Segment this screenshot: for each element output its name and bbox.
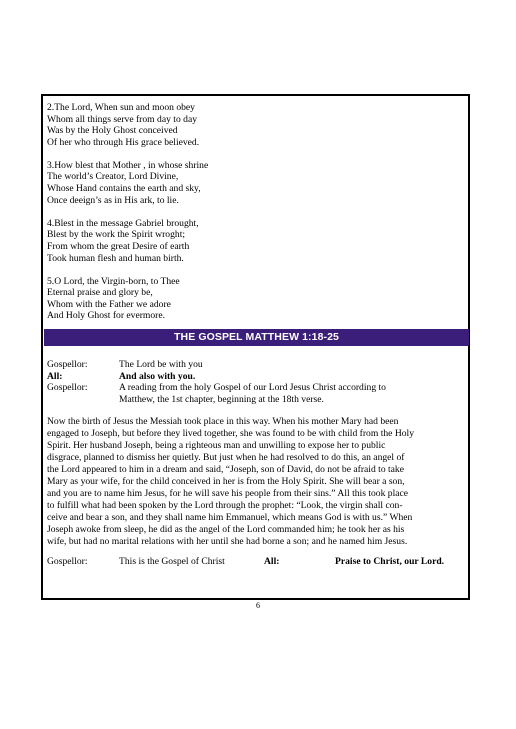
gospel-heading: THE GOSPEL MATTHEW 1:18-25 <box>44 329 469 346</box>
hymn-line: Whom with the Father we adore <box>47 298 171 310</box>
dialogue-text <box>119 382 467 405</box>
dialogue-text-line: Matthew, the 1st chapter, beginning at the 18th verse. <box>119 393 324 405</box>
reading-line: and you are to name him Jesus, for he will save his people from their sins.” All this took place <box>47 487 409 499</box>
gospel-dialogue <box>47 359 467 405</box>
reading-line: to fulfill what had been spoken by the Lord through the prophet: “Look, the virgin shall con- <box>47 499 403 511</box>
hymn-line: Was by the Holy Ghost conceived <box>47 125 178 137</box>
closing-response-text: Praise to Christ, our Lord. <box>335 556 445 567</box>
hymn-line: 3.How blest that Mother , in whose shrine <box>47 159 209 171</box>
page-frame <box>41 94 470 600</box>
closing-text: This is the Gospel of Christ <box>119 556 225 567</box>
hymn-line: Eternal praise and glory be, <box>47 287 153 299</box>
hymn-stanza <box>47 276 467 322</box>
closing-speaker: Gospellor: <box>47 556 88 567</box>
hymn-line: From whom the great Desire of earth <box>47 240 190 252</box>
hymn-line: The world’s Creator, Lord Divine, <box>47 171 179 183</box>
hymn-line: Of her who through His grace believed. <box>47 136 200 148</box>
reading-line: ceive and bear a son, and they shall name him Emmanuel, which means God is with us.” When <box>47 511 413 523</box>
hymn-line: Whose Hand contains the earth and sky, <box>47 183 201 195</box>
hymn-line: 2.The Lord, When sun and moon obey <box>47 102 195 113</box>
gospel-reading <box>47 416 467 547</box>
reading-line: wife, but had no marital relations with her until she had borne a son; and he named him Jesus. <box>47 535 408 547</box>
hymn-line: And Holy Ghost for evermore. <box>47 310 166 322</box>
dialogue-speaker: Gospellor: <box>47 382 88 394</box>
hymn-line: Once deeign’s as in His ark, to lie. <box>47 194 179 206</box>
hymn-line: 5.O Lord, the Virgin-born, to Thee <box>47 275 180 287</box>
reading-line: engaged to Joseph, but before they lived together, she was found to be with child from the Holy <box>47 427 415 439</box>
dialogue-text-line: A reading from the holy Gospel of our Lord Jesus Christ according to <box>119 382 386 394</box>
reading-line: Now the birth of Jesus the Messiah took place in this way. When his mother Mary had been <box>47 416 399 427</box>
reading-line: disgrace, planned to dismiss her quietly. But just when he had resolved to do this, an angel of <box>47 451 405 463</box>
hymn-stanza <box>47 102 467 148</box>
dialogue-speaker: Gospellor: <box>47 359 88 370</box>
dialogue-speaker: All: <box>47 370 63 382</box>
reading-line: Mary as your wife, for the child conceived in her is from the Holy Spirit. She will bear a son, <box>47 475 405 487</box>
hymn-line: Whom all things serve from day to day <box>47 113 198 125</box>
hymn-stanza <box>47 218 467 264</box>
dialogue-text: The Lord be with you <box>119 359 203 370</box>
dialogue-row <box>47 382 467 405</box>
page-number: 6 <box>256 601 260 610</box>
dialogue-row <box>47 371 467 383</box>
hymn-line: Took human flesh and human birth. <box>47 252 184 264</box>
dialogue-row <box>47 359 467 371</box>
hymn-text <box>47 102 467 334</box>
reading-line: Spirit. Her husband Joseph, being a righteous man and unwilling to expose her to public <box>47 439 386 451</box>
hymn-line: 4.Blest in the message Gabriel brought, <box>47 217 199 229</box>
reading-line: Joseph awoke from sleep, he did as the angel of the Lord commanded him; he took her as his <box>47 523 405 535</box>
reading-line: the Lord appeared to him in a dream and said, “Joseph, son of David, do not be afraid to take <box>47 463 404 475</box>
dialogue-text: And also with you. <box>119 370 196 382</box>
closing-response-speaker: All: <box>264 556 280 567</box>
hymn-stanza <box>47 160 467 206</box>
hymn-line: Blest by the work the Spirit wroght; <box>47 229 186 241</box>
